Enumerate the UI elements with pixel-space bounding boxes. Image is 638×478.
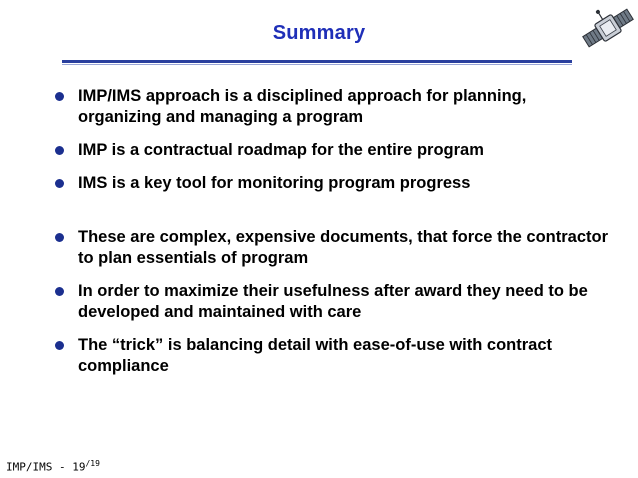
bullet-text: In order to maximize their usefulness after award they need to be developed and maintained with care [78, 282, 588, 321]
list-item [52, 140, 612, 161]
bullet-dot [55, 179, 64, 188]
page-footer [6, 459, 100, 474]
bullet-text: The “trick” is balancing detail with ease-of-use with contract compliance [78, 336, 553, 375]
list-item [52, 281, 612, 323]
bullet-dot [55, 146, 64, 155]
bullet-dot [55, 92, 64, 101]
list-item [52, 335, 612, 377]
list-item [52, 227, 612, 269]
page-total: /19 [85, 459, 100, 468]
page-number: IMP/IMS - 19 [6, 460, 86, 474]
bullet-dot [55, 287, 64, 296]
title-divider [62, 60, 572, 63]
title-divider-shadow [62, 64, 572, 65]
bullet-text: These are complex, expensive documents, that force the contractor to plan essentials of program [78, 228, 608, 267]
bullet-text: IMP/IMS approach is a disciplined approach for planning, organizing and managing a program [78, 87, 527, 126]
list-item [52, 86, 612, 128]
bullet-text: IMP is a contractual roadmap for the entire program [78, 141, 484, 159]
bullet-dot [55, 233, 64, 242]
slide-title: Summary [272, 22, 366, 44]
bullet-dot [55, 341, 64, 350]
satellite-icon [580, 4, 636, 52]
list-item [52, 173, 612, 194]
bullet-list [52, 86, 612, 389]
bullet-text: IMS is a key tool for monitoring program progress [78, 174, 471, 192]
